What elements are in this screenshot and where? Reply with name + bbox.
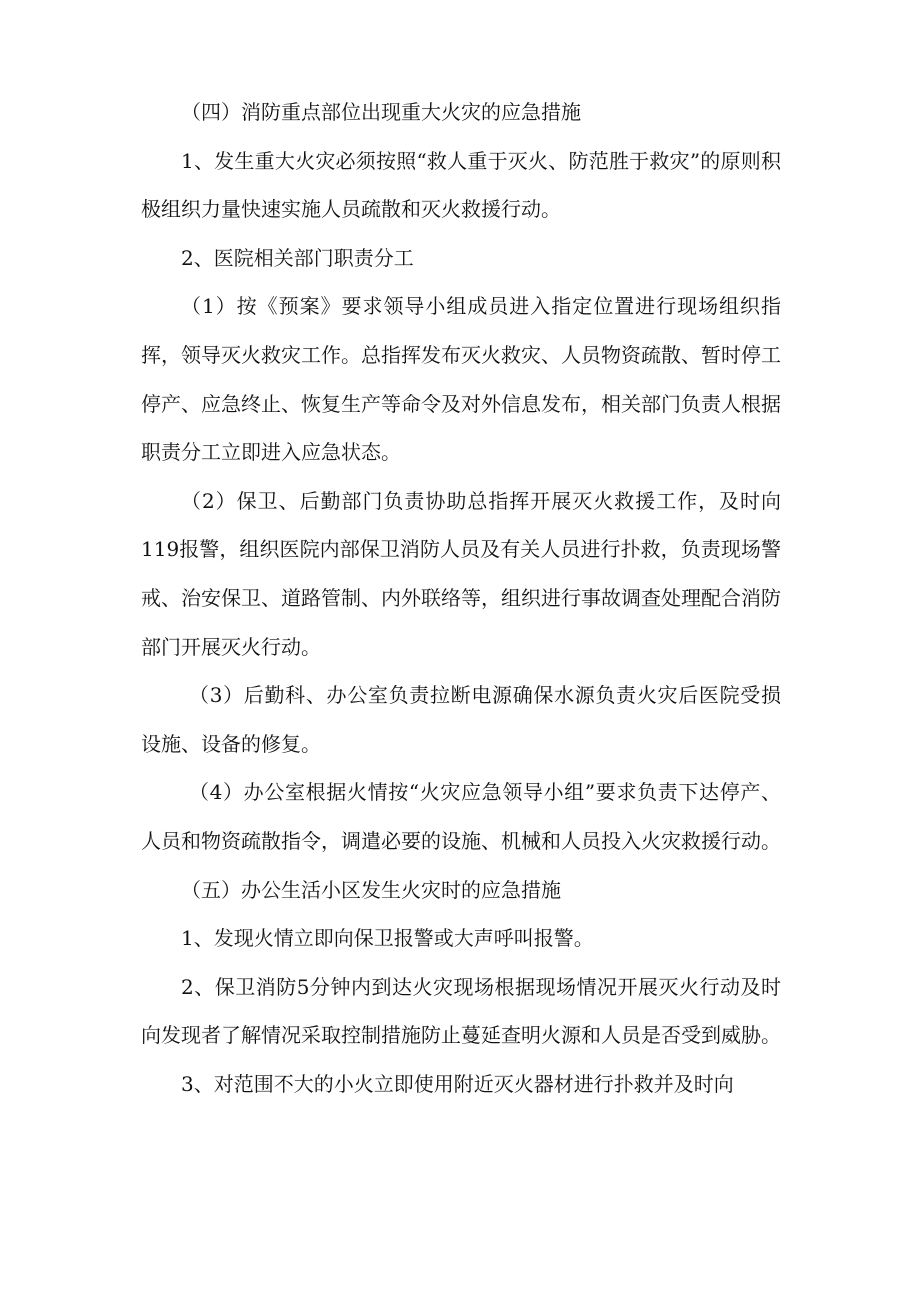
paragraph-2-3: （3）后勤科、办公室负责拉断电源确保水源负责火灾后医院受损设施、设备的修复。 (141, 683, 781, 756)
paragraph-2-1: （1）按《预案》要求领导小组成员进入指定位置进行现场组织指挥，领导灭火救灾工作。总指挥发布灭火救灾、人员物资疏散、暂时停工停产、应急终止、恢复生产等命令及对外信息发布，相关部门负责人根据职责分工立即进入应急状态。 (141, 294, 781, 465)
paragraph-2-2: （2）保卫、后勤部门负责协助总指挥开展灭火救援工作，及时向119报警，组织医院内部保卫消防人员及有关人员进行扑救，负责现场警戒、治安保卫、道路管制、内外联络等，组织进行事故调查处理配合消防部门开展灭火行动。 (141, 488, 781, 659)
document-body (141, 88, 781, 1108)
paragraph-2: 2、医院相关部门职责分工 (181, 245, 414, 270)
section-heading-4: （四）消防重点部位出现重大火灾的应急措施 (181, 100, 581, 124)
paragraph-1: 1、发生重大火灾必须按照“救人重于灭火、防范胜于救灾”的原则积极组织力量快速实施人员疏散和灭火救援行动。 (141, 148, 781, 222)
paragraph-5-3: 3、对范围不大的小火立即使用附近灭火器材进行扑救并及时向 (181, 1071, 734, 1096)
paragraph-2-4: （4）办公室根据火情按“火灾应急领导小组”要求负责下达停产、人员和物资疏散指令，调遣必要的设施、机械和人员投入火灾救援行动。 (141, 780, 781, 853)
paragraph-5-1: 1、发现火情立即向保卫报警或大声呼叫报警。 (181, 926, 594, 951)
paragraph-5-2: 2、保卫消防5分钟内到达火灾现场根据现场情况开展灭火行动及时向发现者了解情况采取控制措施防止蔓延查明火源和人员是否受到威胁。 (141, 974, 781, 1048)
section-heading-5: （五）办公生活小区发生火灾时的应急措施 (181, 877, 561, 902)
